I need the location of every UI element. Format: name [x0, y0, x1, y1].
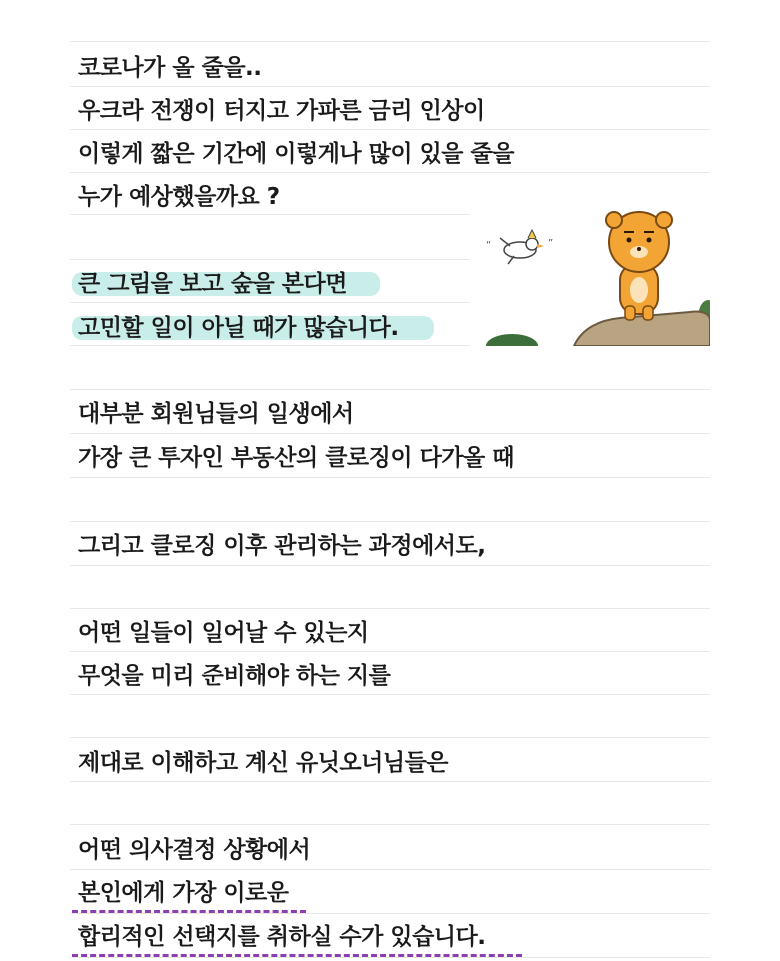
rule-line — [70, 869, 710, 870]
dashed-underline — [72, 910, 306, 913]
rule-line — [70, 86, 710, 87]
text-line-highlighted: 큰 그림을 보고 숲을 본다면 — [78, 271, 347, 297]
rule-line — [70, 345, 470, 346]
lion-character-icon — [606, 212, 672, 320]
rule-line — [70, 957, 710, 958]
rule-line — [70, 521, 710, 522]
text-line: 가장 큰 투자인 부동산의 클로징이 다가올 때 — [78, 445, 514, 471]
rule-line — [70, 259, 470, 260]
text-line: 어떤 의사결정 상황에서 — [78, 837, 311, 863]
rule-line — [70, 389, 710, 390]
text-line: 누가 예상했을까요 ? — [78, 184, 280, 210]
text-line: 그리고 클로징 이후 관리하는 과정에서도, — [78, 533, 486, 559]
text-line: 무엇을 미리 준비해야 하는 지를 — [78, 663, 391, 689]
rock-icon — [574, 311, 710, 346]
duck-character-icon — [486, 230, 553, 264]
text-line: 제대로 이해하고 계신 유닛오너님들은 — [78, 750, 449, 776]
rule-line — [70, 41, 710, 42]
rule-line — [70, 565, 710, 566]
illustration — [470, 200, 710, 346]
bush-icon — [486, 334, 538, 346]
rule-line — [70, 737, 710, 738]
rule-line — [70, 781, 710, 782]
svg-text:“: “ — [486, 240, 492, 251]
rule-line — [70, 302, 470, 303]
rule-line — [70, 129, 710, 130]
text-line-underlined: 합리적인 선택지를 취하실 수가 있습니다. — [78, 924, 486, 950]
rule-line — [70, 214, 470, 215]
text-line: 이렇게 짧은 기간에 이렇게나 많이 있을 줄을 — [78, 141, 514, 167]
text-line: 어떤 일들이 일어날 수 있는지 — [78, 620, 369, 646]
svg-text:”: ” — [548, 238, 554, 249]
rule-line — [70, 694, 710, 695]
text-line-underlined: 본인에게 가장 이로운 — [78, 880, 289, 906]
rule-line — [70, 824, 710, 825]
text-line: 코로나가 올 줄을.. — [78, 55, 262, 81]
text-line-highlighted: 고민할 일이 아닐 때가 많습니다. — [78, 315, 399, 341]
rule-line — [70, 172, 710, 173]
rule-line — [70, 608, 710, 609]
rule-line — [70, 433, 710, 434]
rule-line — [70, 651, 710, 652]
rule-line — [70, 477, 710, 478]
text-line: 우크라 전쟁이 터지고 가파른 금리 인상이 — [78, 98, 485, 124]
dashed-underline — [72, 954, 522, 957]
text-line: 대부분 회원님들의 일생에서 — [78, 401, 354, 427]
rule-line — [70, 913, 710, 914]
